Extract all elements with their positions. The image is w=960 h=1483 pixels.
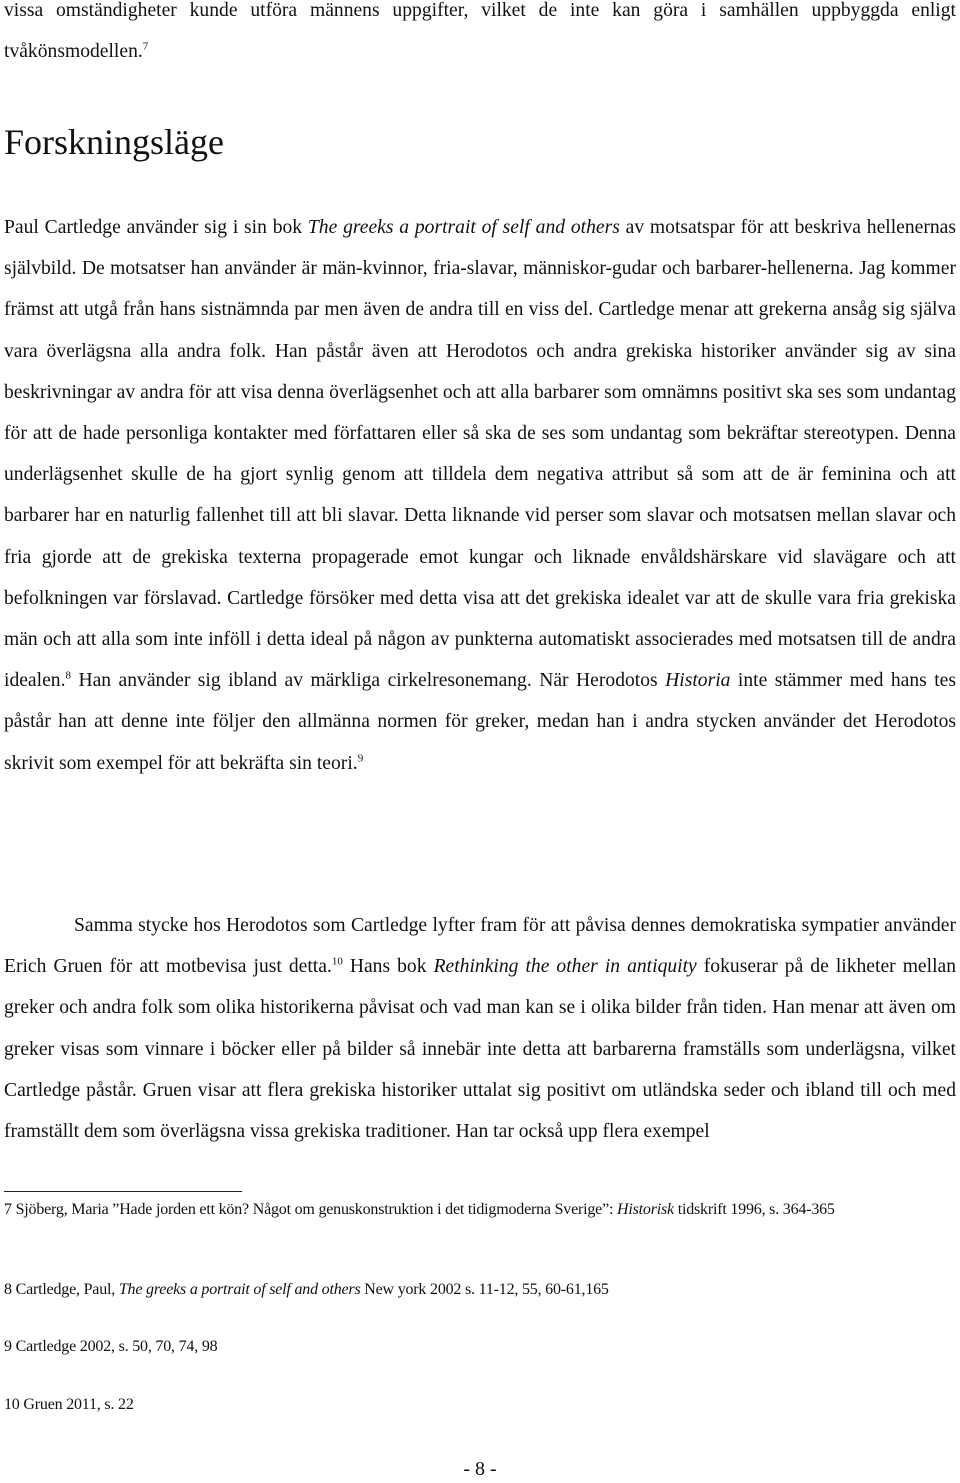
work-title: Historia	[665, 670, 731, 692]
paragraph-text: fokuserar på de likheter mellan greker och andra folk som olika historikerna påvisat och vad man kan se i olika bilder från tiden. Han menar att även om greker visas som vinnare i böcker eller på bilder så innebär inte detta att barbarerna framställs som underlägsna, vilket Cartledge påstår. Gruen visar att flera grekiska historiker uttalat sig positivt om utländska seder och ibland till och med framställt dem som överlägsna vissa grekiska traditioner. Han tar också upp flera exempel	[4, 956, 957, 1143]
book-title: Rethinking the other in antiquity	[433, 956, 697, 978]
footnote-divider	[4, 1191, 242, 1192]
footnote-text: Sjöberg, Maria ”Hade jorden ett kön? Något om genuskonstruktion i det tidigmoderna Sverige”:	[11, 1201, 618, 1218]
journal-title: Historisk	[617, 1201, 674, 1218]
footnote-number: 8	[4, 1281, 12, 1298]
footnote-8	[4, 1276, 956, 1304]
footnote-number: 10	[4, 1396, 20, 1413]
continued-paragraph	[4, 0, 956, 72]
paragraph-gruen	[4, 905, 956, 1152]
paragraph-cartledge	[4, 207, 956, 784]
footnote-text: Cartledge, Paul,	[11, 1281, 119, 1298]
footnote-text: Gruen 2011, s. 22	[19, 1396, 134, 1413]
footnote-reference[interactable]: 8	[65, 669, 71, 682]
book-title: The greeks a portrait of self and others	[307, 217, 620, 238]
paragraph-text: Paul Cartledge använder sig i sin bok	[4, 217, 308, 238]
footnote-9	[4, 1333, 956, 1361]
footnote-number: 9	[4, 1338, 12, 1355]
book-title: The greeks a portrait of self and others	[118, 1281, 361, 1298]
page-number: - 8 -	[463, 1458, 497, 1480]
footnote-7	[4, 1196, 956, 1224]
footnote-reference[interactable]: 9	[357, 752, 364, 765]
section-heading: Forskningsläge	[4, 122, 224, 162]
paragraph-text: Han använder sig ibland av märkliga cirkelresonemang. När Herodotos	[70, 670, 666, 692]
footnote-reference[interactable]: 7	[142, 40, 149, 53]
footnote-reference[interactable]: 10	[331, 955, 343, 968]
footnote-text: New york 2002 s. 11-12, 55, 60-61,165	[360, 1281, 609, 1298]
paragraph-text: vissa omständigheter kunde utföra männens uppgifter, vilket de inte kan göra i samhällen uppbyggda enligt tvåkönsmodellen.	[4, 0, 956, 63]
paragraph-text: Hans bok	[342, 956, 434, 978]
paragraph-text: av motsatspar för att beskriva hellenernas självbild. De motsatser han använder är män-kvinnor, fria-slavar, människor-gudar och barbarer-hellenerna. Jag kommer främst att utgå från hans sistnämnda par men även de andra till en viss del. Cartledge menar att grekerna ansåg sig själva vara överlägsna alla andra folk. Han påstår även att Herodotos och andra grekiska historiker använder sig av sina beskrivningar av andra för att visa denna överlägsenhet och att alla barbarer som omnämns positivt ska ses som undantag för att de hade personliga kontakter med författaren eller så ska de ses som undantag som bekräftar stereotypen. Denna underlägsenhet skulle de ha gjort synlig genom att tilldela dem negativa attribut så som att de är feminina och att barbarer har en naturlig fallenhet till att bli slavar. Detta liknande vid perser som slavar och motsatsen mellan slavar och fria gjorde att de grekiska texterna propagerade emot kungar och liknade envåldshärskare vid slavägare och att befolkningen var förslavad. Cartledge försöker med detta visa att det grekiska idealet var att de skulle vara fria grekiska män och att alla som inte inföll i detta ideal på någon av punkterna automatiskt associerades med motsatsen till de andra idealen.	[4, 217, 956, 692]
footnote-number: 7	[4, 1201, 12, 1218]
footnote-text: tidskrift 1996, s. 364-365	[673, 1201, 835, 1218]
paragraph-text: inte stämmer med hans tes påstår han att denne inte följer den allmänna normen för greker, medan han i andra stycken använder det Herodotos skrivit som exempel för att bekräfta sin teori.	[4, 670, 956, 774]
paragraph-text: Samma stycke hos Herodotos som Cartledge lyfter fram för att påvisa dennes demokratiska sympatier använder Erich Gruen för att motbevisa just detta.	[4, 915, 956, 978]
footnote-10	[4, 1391, 956, 1419]
footnote-text: Cartledge 2002, s. 50, 70, 74, 98	[11, 1338, 218, 1355]
